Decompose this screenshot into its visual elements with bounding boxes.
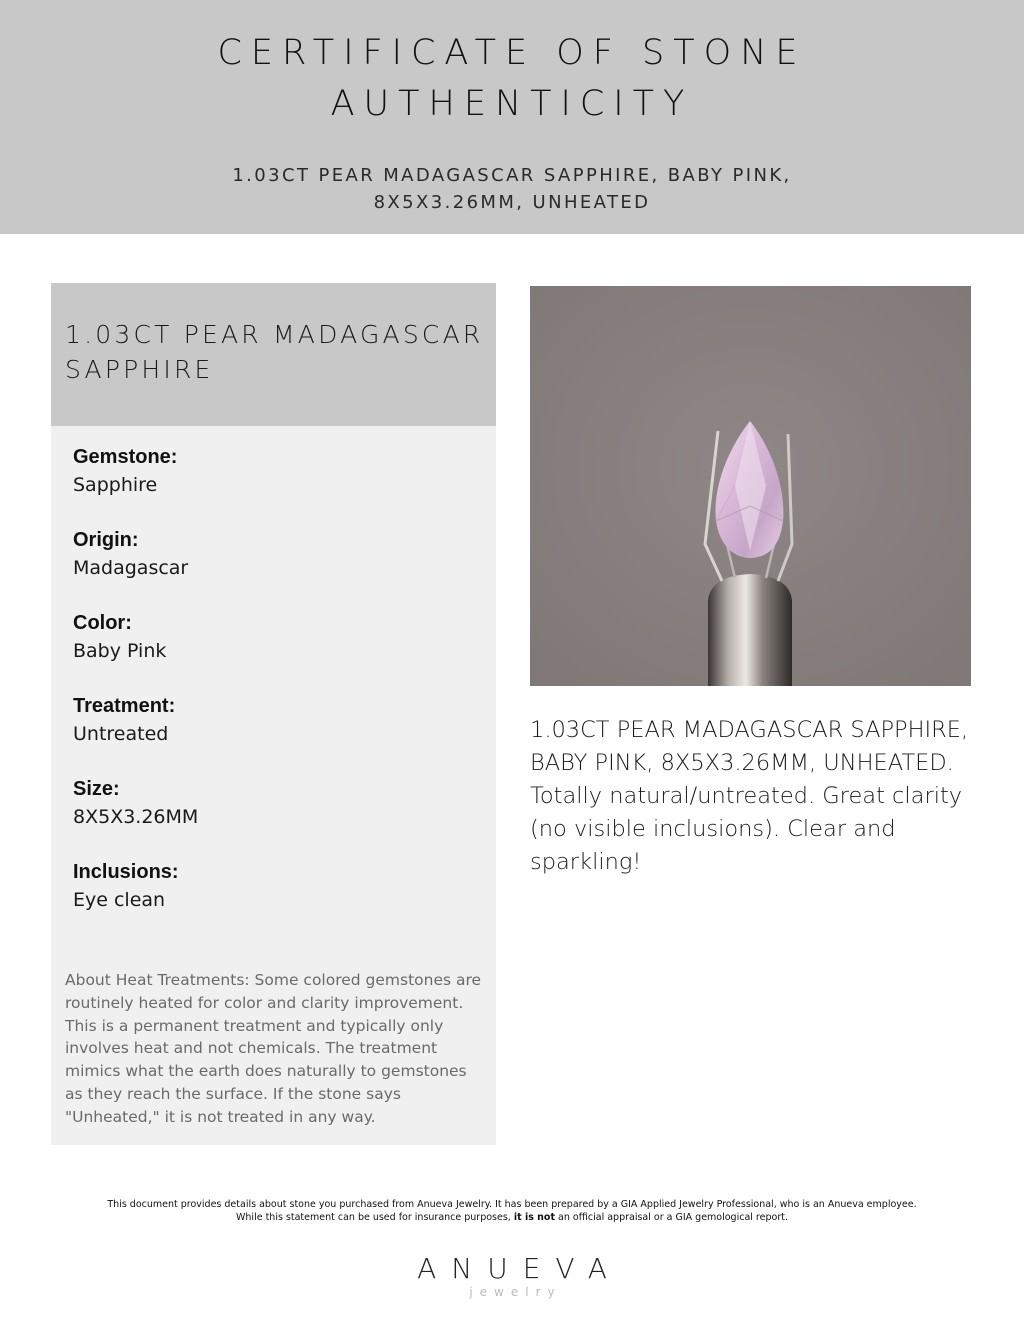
spec-value: Sapphire — [73, 474, 158, 496]
spec-value: Untreated — [73, 723, 169, 745]
spec-gemstone — [73, 443, 473, 526]
heat-treatment-note: About Heat Treatments: Some colored gemstones are routinely heated for color and clarity improvement. This is a permanent treatment and typically only involves heat and not chemicals. The treatment mimics what the earth does naturally to gemstones as they reach the surface. If the stone says "Unheated," it is not treated in any way. — [65, 971, 482, 1126]
spec-value: Madagascar — [73, 557, 189, 579]
spec-label: Inclusions: — [73, 861, 179, 883]
spec-size — [73, 775, 473, 858]
certificate-header — [0, 0, 1024, 234]
spec-label: Treatment: — [73, 695, 176, 717]
stone-name-header — [51, 283, 496, 426]
certificate-subtitle: 1.03CT PEAR MADAGASCAR SAPPHIRE, BABY PINK, 8X5X3.26MM, UNHEATED — [232, 165, 792, 213]
brand-logo — [0, 1252, 1024, 1298]
sapphire-image — [530, 286, 971, 686]
brand-subtitle: jewelry — [469, 1285, 562, 1299]
spec-list — [73, 443, 473, 941]
disclaimer — [0, 1198, 1024, 1224]
disclaimer-emphasis: it is not — [513, 1212, 555, 1223]
stone-name: 1.03CT PEAR MADAGASCAR SAPPHIRE — [65, 320, 484, 384]
spec-label: Gemstone: — [73, 446, 178, 468]
brand-name: ANUEVA — [417, 1252, 622, 1285]
stone-description: 1.03CT PEAR MADAGASCAR SAPPHIRE, BABY PINK, 8X5X3.26MM, UNHEATED. Totally natural/untreated. Great clarity (no visible inclusions). Clear and sparkling! — [530, 717, 969, 875]
spec-label: Color: — [73, 612, 132, 634]
disclaimer-text: an official appraisal or a GIA gemological report. — [555, 1212, 788, 1223]
spec-value: Eye clean — [73, 889, 166, 911]
spec-color — [73, 609, 473, 692]
spec-inclusions — [73, 858, 473, 941]
spec-label: Origin: — [73, 529, 139, 551]
stone-photo — [530, 286, 971, 686]
spec-value: Baby Pink — [73, 640, 167, 662]
spec-label: Size: — [73, 778, 120, 800]
disclaimer-line-2 — [0, 1211, 1024, 1224]
disclaimer-line-1: This document provides details about stone you purchased from Anueva Jewelry. It has been prepared by a GIA Applied Jewelry Professional, who is an Anueva employee. — [107, 1199, 917, 1210]
spec-treatment — [73, 692, 473, 775]
certificate-title: CERTIFICATE OF STONE AUTHENTICITY — [217, 33, 807, 124]
disclaimer-text: While this statement can be used for insurance purposes, — [236, 1212, 514, 1223]
spec-value: 8X5X3.26MM — [73, 806, 199, 828]
stone-details-panel — [51, 283, 496, 1145]
spec-origin — [73, 526, 473, 609]
